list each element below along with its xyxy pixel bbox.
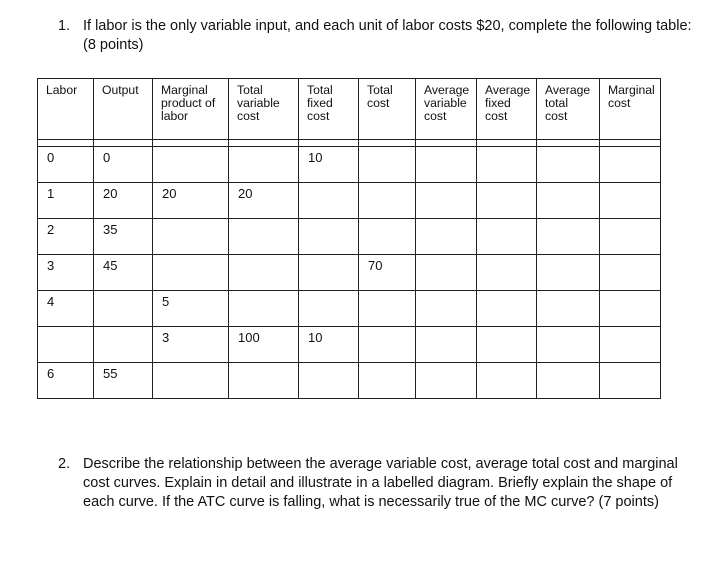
table-cell[interactable] <box>537 255 600 291</box>
spacer-cell <box>38 140 94 147</box>
column-header-label: Marginal cost <box>608 83 655 110</box>
table-cell[interactable] <box>416 183 477 219</box>
table-cell[interactable] <box>600 219 661 255</box>
table-cell[interactable] <box>537 147 600 183</box>
spacer-cell <box>537 140 600 147</box>
table-cell[interactable] <box>38 327 94 363</box>
table-cell[interactable] <box>38 291 94 327</box>
table-row <box>38 255 661 291</box>
table-cell[interactable] <box>600 327 661 363</box>
table-cell-value: 3 <box>162 330 170 345</box>
table-cell[interactable] <box>359 219 416 255</box>
table-cell-value: 10 <box>308 150 323 165</box>
table-cell[interactable] <box>299 327 359 363</box>
spacer-cell <box>94 140 153 147</box>
table-row <box>38 219 661 255</box>
table-cell[interactable] <box>600 255 661 291</box>
table-cell[interactable] <box>38 363 94 399</box>
column-header <box>229 79 299 140</box>
table-cell[interactable] <box>416 147 477 183</box>
table-cell[interactable] <box>416 291 477 327</box>
table-cell-value: 55 <box>103 366 118 381</box>
table-cell[interactable] <box>94 255 153 291</box>
table-cell[interactable] <box>477 291 537 327</box>
table-cell[interactable] <box>94 147 153 183</box>
table-cell-value: 70 <box>368 258 383 273</box>
table-cell[interactable] <box>537 183 600 219</box>
table-cell[interactable] <box>359 183 416 219</box>
table-cell-value: 2 <box>47 222 55 237</box>
table-cell[interactable] <box>299 219 359 255</box>
table-cell[interactable] <box>229 183 299 219</box>
table-cell[interactable] <box>600 147 661 183</box>
spacer-cell <box>299 140 359 147</box>
table-cell[interactable] <box>229 219 299 255</box>
column-header <box>359 79 416 140</box>
table-cell-value: 3 <box>47 258 55 273</box>
spacer-cell <box>416 140 477 147</box>
table-cell[interactable] <box>229 255 299 291</box>
question-1-text: If labor is the only variable input, and each unit of labor costs $20, complete the following table: (8 points) <box>83 18 692 53</box>
table-cell[interactable] <box>94 183 153 219</box>
table-cell[interactable] <box>359 363 416 399</box>
table-cell-value: 20 <box>103 186 118 201</box>
column-header-label: Total variable cost <box>237 83 280 123</box>
column-header <box>416 79 477 140</box>
column-header <box>299 79 359 140</box>
cost-table <box>37 78 661 399</box>
table-cell[interactable] <box>477 363 537 399</box>
table-cell[interactable] <box>600 363 661 399</box>
table-cell-value: 1 <box>47 186 55 201</box>
column-header <box>600 79 661 140</box>
table-cell-value: 0 <box>47 150 55 165</box>
table-cell[interactable] <box>153 363 229 399</box>
table-cell[interactable] <box>229 147 299 183</box>
table-cell[interactable] <box>416 327 477 363</box>
table-row <box>38 327 661 363</box>
table-cell[interactable] <box>38 147 94 183</box>
table-cell[interactable] <box>477 183 537 219</box>
table-cell[interactable] <box>600 291 661 327</box>
question-2-number: 2. <box>58 456 71 472</box>
table-cell[interactable] <box>94 363 153 399</box>
column-header-label: Output <box>102 83 139 97</box>
table-row <box>38 147 661 183</box>
table-cell[interactable] <box>38 183 94 219</box>
column-header <box>94 79 153 140</box>
column-header-label: Total cost <box>367 83 393 110</box>
column-header <box>153 79 229 140</box>
table-cell[interactable] <box>477 327 537 363</box>
table-cell[interactable] <box>229 363 299 399</box>
table-cell[interactable] <box>94 291 153 327</box>
table-cell[interactable] <box>153 183 229 219</box>
table-cell[interactable] <box>38 219 94 255</box>
column-header-label: Average variable cost <box>424 83 470 123</box>
table-row <box>38 363 661 399</box>
table-cell[interactable] <box>359 327 416 363</box>
table-cell[interactable] <box>94 219 153 255</box>
table-row <box>38 183 661 219</box>
column-header <box>38 79 94 140</box>
table-cell[interactable] <box>600 183 661 219</box>
question-1-number: 1. <box>58 18 71 34</box>
table-cell-value: 20 <box>238 186 253 201</box>
table-cell[interactable] <box>38 255 94 291</box>
column-header-label: Average total cost <box>545 83 591 123</box>
table-cell[interactable] <box>299 147 359 183</box>
table-cell[interactable] <box>416 219 477 255</box>
column-header-label: Total fixed cost <box>307 83 333 123</box>
table-cell[interactable] <box>537 219 600 255</box>
table-cell[interactable] <box>94 327 153 363</box>
question-2-text: Describe the relationship between the average variable cost, average total cost and marginal cost curves. Explain in detail and illustrate in a labelled diagram. Briefly explain the shape of each curve. If the ATC curve is falling, what is necessarily true of the MC curve? (7 points) <box>83 456 678 510</box>
table-cell[interactable] <box>299 363 359 399</box>
table-cell[interactable] <box>537 363 600 399</box>
table-row <box>38 291 661 327</box>
table-cell[interactable] <box>537 291 600 327</box>
table-cell-value: 6 <box>47 366 55 381</box>
spacer-cell <box>153 140 229 147</box>
table-cell[interactable] <box>359 291 416 327</box>
table-cell[interactable] <box>153 291 229 327</box>
table-cell-value: 35 <box>103 222 118 237</box>
table-cell[interactable] <box>416 255 477 291</box>
table-cell[interactable] <box>477 147 537 183</box>
spacer-row <box>38 140 661 147</box>
table-cell[interactable] <box>359 147 416 183</box>
column-header-label: Marginal product of labor <box>161 83 216 123</box>
table-cell[interactable] <box>299 183 359 219</box>
spacer-cell <box>477 140 537 147</box>
table-cell[interactable] <box>359 255 416 291</box>
table-cell[interactable] <box>477 219 537 255</box>
table-cell-value: 0 <box>103 150 111 165</box>
table-header-row <box>38 79 661 140</box>
table-cell[interactable] <box>477 255 537 291</box>
spacer-cell <box>359 140 416 147</box>
table-cell[interactable] <box>153 255 229 291</box>
table-cell[interactable] <box>537 327 600 363</box>
table-cell[interactable] <box>229 327 299 363</box>
table-cell-value: 45 <box>103 258 118 273</box>
table-cell[interactable] <box>299 291 359 327</box>
table-cell-value: 20 <box>162 186 177 201</box>
table-cell-value: 5 <box>162 294 170 309</box>
table-cell[interactable] <box>153 147 229 183</box>
table-cell[interactable] <box>229 291 299 327</box>
column-header-label: Average fixed cost <box>485 83 531 123</box>
table-cell[interactable] <box>153 219 229 255</box>
column-header <box>537 79 600 140</box>
table-cell-value: 10 <box>308 330 323 345</box>
table-cell-value: 100 <box>238 330 260 345</box>
table-cell[interactable] <box>416 363 477 399</box>
table-cell[interactable] <box>299 255 359 291</box>
spacer-cell <box>229 140 299 147</box>
column-header-label: Labor <box>46 83 78 97</box>
column-header <box>477 79 537 140</box>
table-cell[interactable] <box>153 327 229 363</box>
table-cell-value: 4 <box>47 294 55 309</box>
spacer-cell <box>600 140 661 147</box>
